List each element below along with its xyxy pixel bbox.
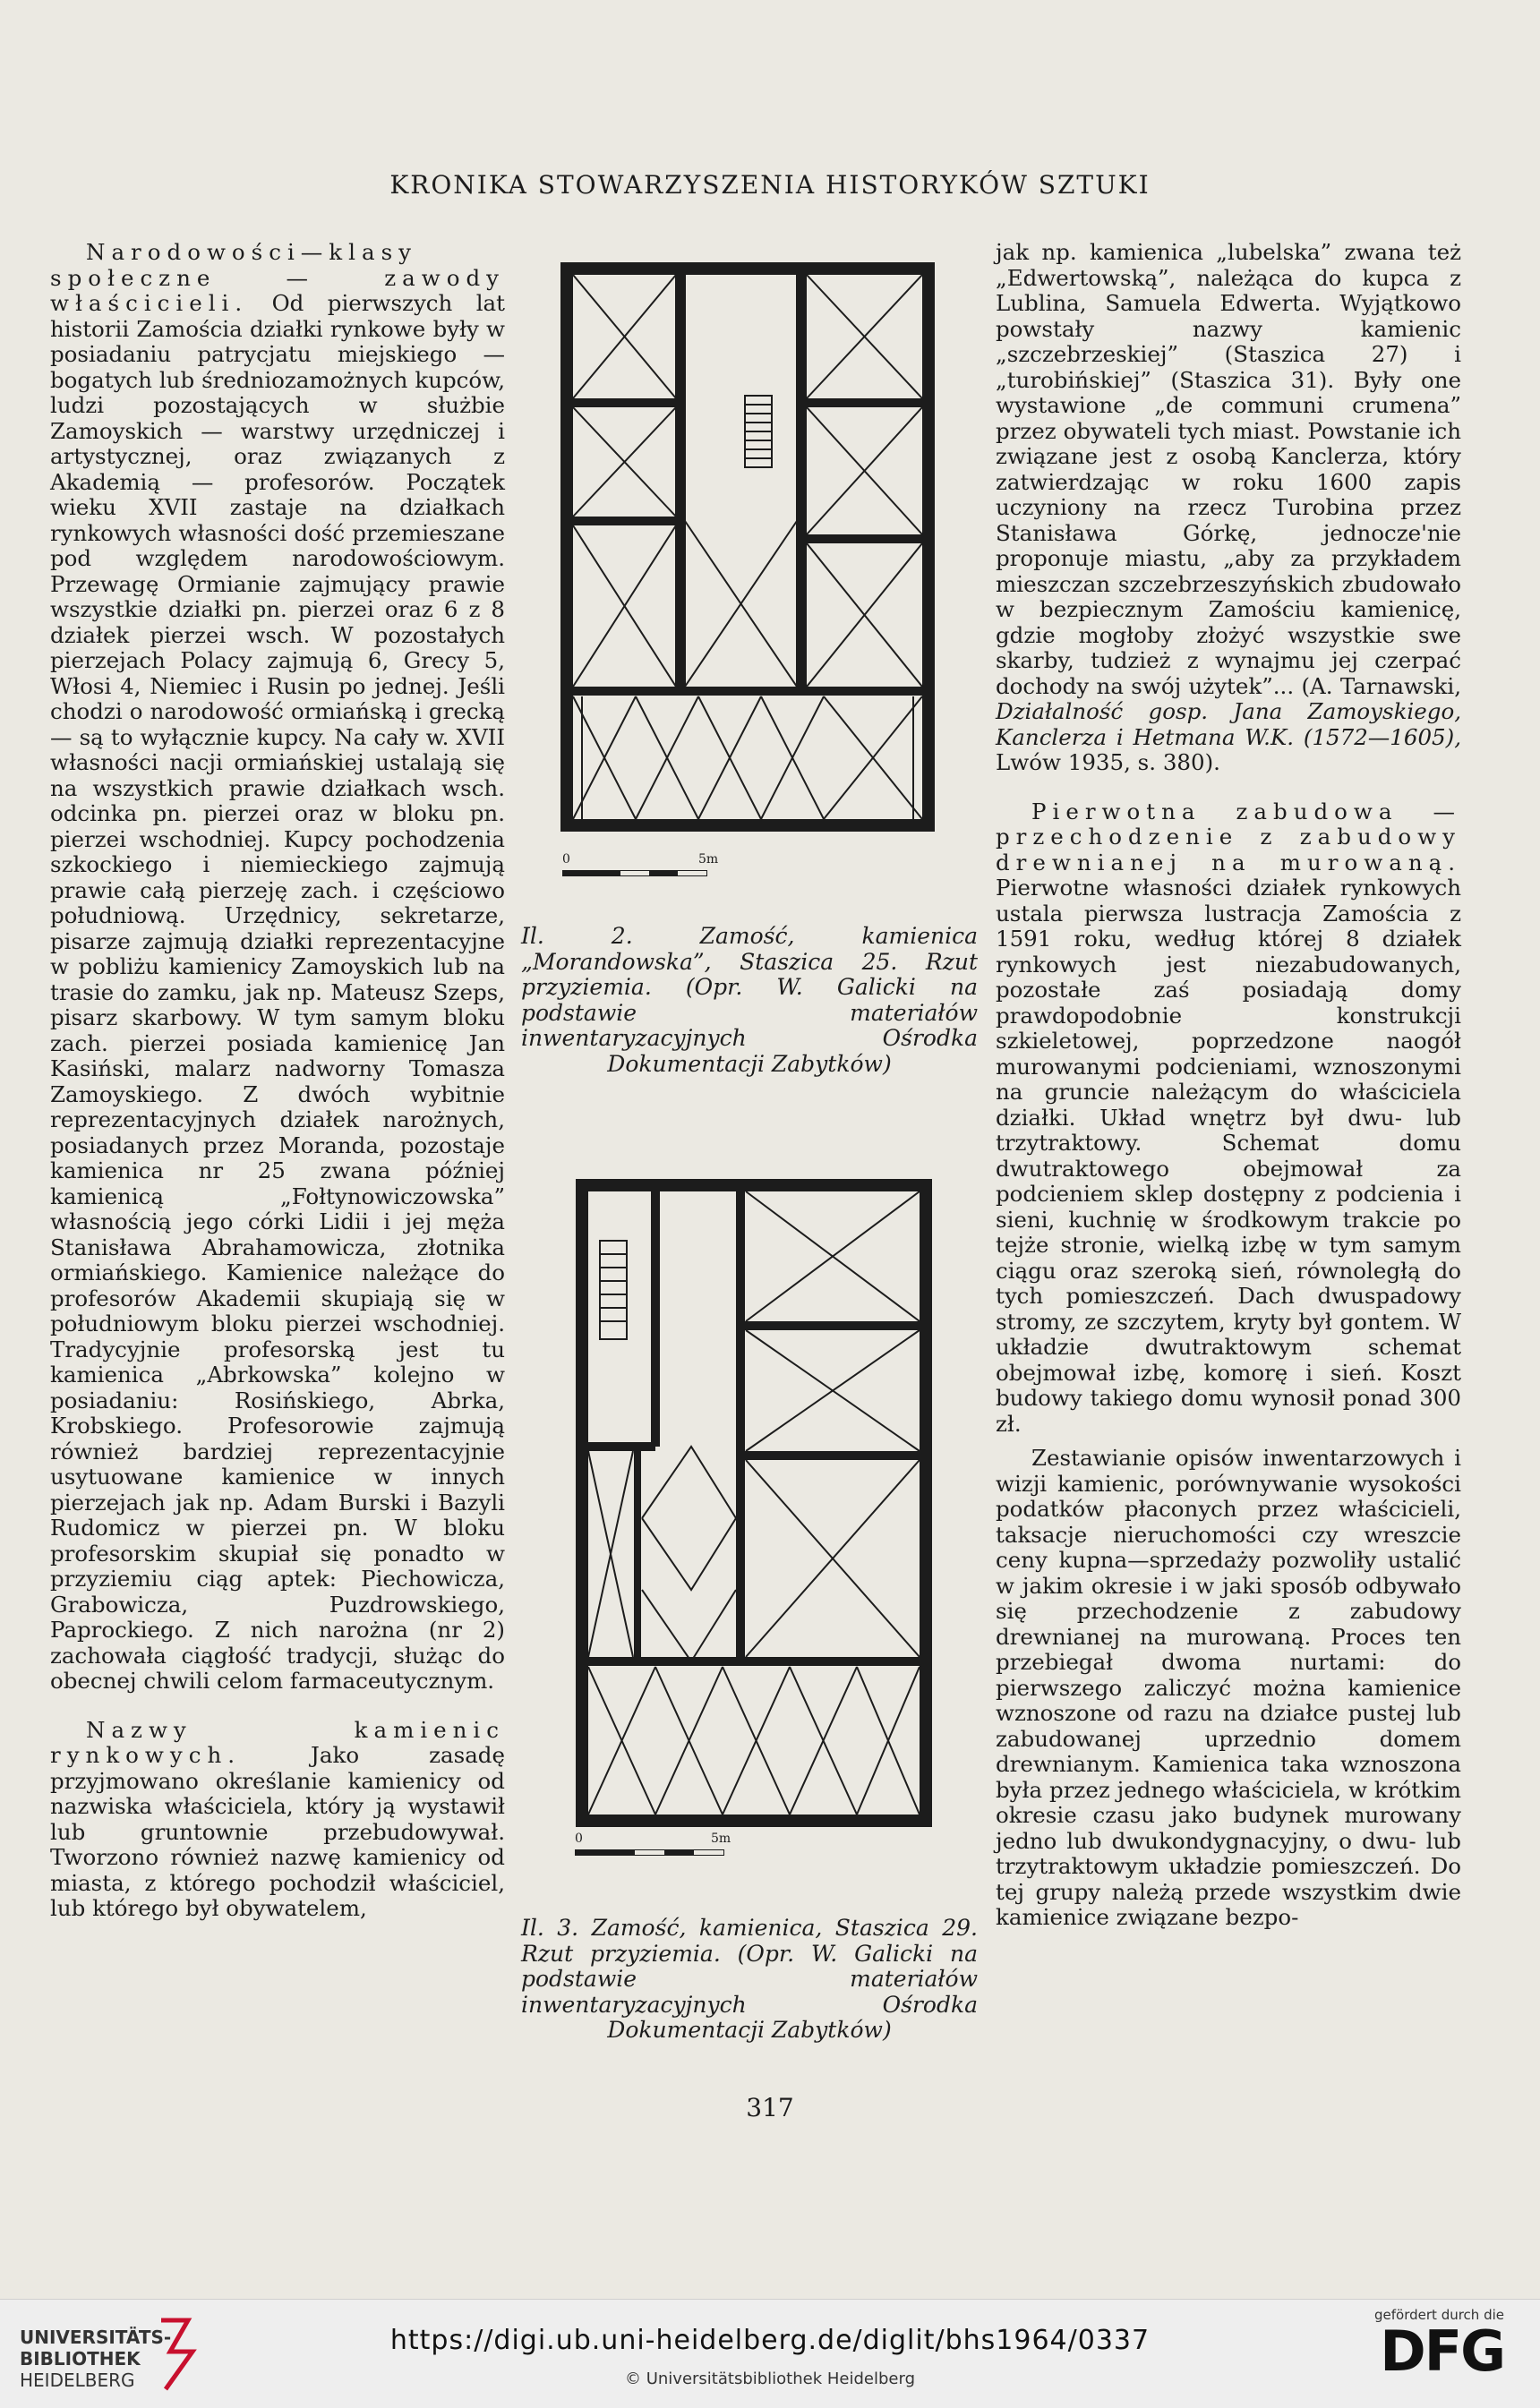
right-column — [996, 240, 1461, 1931]
section-heading: Pierwotna zabudowa — przechodzenie z zabudowy drewnianej na murowaną. — [996, 798, 1461, 875]
paragraph — [996, 799, 1461, 1438]
paragraph — [996, 240, 1461, 776]
paragraph-text: Pierwotne własności działek rynkowych ustala pierwsza lustracja Zamościa z 1591 roku, według której 8 działek rynkowych jest niezabudowanych, pozostałe zaś posiadają domy prawdopodobnie konstrukcji szkieletowej, poprzedzone naogół murowanymi podcieniami, wznoszonymi na gruncie należącym do właściciela działki. Układ wnętrz był dwu- lub trzytraktowy. Schemat domu dwutraktowego obejmował za podcieniem sklep dostępny z podcienia i sieni, kuchnię w środkowym trakcie po tejże stronie, wielką izbę w tym samym ciągu oraz szeroką sień, równoległą do tych pomieszczeń. Dach dwuspadowy stromy, ze szczytem, kryty był gontem. W układzie dwutraktowym schemat obejmował izbę, komorę i sień. Koszt budowy takiego domu wynosił ponad 300 zł. — [996, 875, 1461, 1437]
page-number: 317 — [746, 2093, 794, 2122]
paragraph-text: Zestawianie opisów inwentarzowych i wizji kamienic, porównywanie wysokości podatków płaconych przez właścicieli, taksacje nieruchomości czy wreszcie ceny kupna—sprzedaży pozwoliły ustalić w jakim okresie i w jaki sposób odbywało się przechodzenie z zabudowy drewnianej na murowaną. Proces ten przebiegał dwoma nurtami: do pierwszego zaliczyć można kamienice wznoszone od razu na działce pustej lub zabudowanej uprzednio domem drewnianym. Kamienica taka wznoszona była przez jednego właściciela, w krótkim okresie czasu jako budynek murowany jedno lub dwukondygnacyjny, o dwu- lub trzytraktowym układzie pomieszczeń. Do tej grupy należą przede wszystkim dwie kamienice związane bezpo- — [996, 1445, 1461, 1930]
floor-plan-figure-2 — [555, 261, 940, 888]
copyright-notice: © Universitätsbibliothek Heidelberg — [624, 2370, 915, 2388]
scale-bar — [575, 1849, 724, 1856]
figure-3-caption: Il. 3. Zamość, kamienica, Staszica 29. Rzut przyziemia. (Opr. W. Galicki na podstawie materiałów inwentaryzacyjnych Ośrodka Dokumentacji Zabytków) — [521, 1915, 978, 2043]
scale-label-start: 0 — [562, 852, 570, 867]
paragraph — [996, 1446, 1461, 1931]
library-name-line: BIBLIOTHEK — [20, 2348, 141, 2370]
paragraph-text: Jako zasadę przyjmowano określanie kamienicy od nazwiska właściciela, który ją wystawił lub gruntownie przebudowywał. Tworzono również nazwę kamienicy od miasta, z którego pochodził właściciel, lub którego był obywatelem, — [50, 1742, 505, 1921]
left-column — [50, 240, 505, 1922]
paragraph — [50, 1718, 505, 1922]
section-heading: Narodowości—klasy społeczne — zawody właścicieli. — [50, 239, 505, 316]
scale-label-end: 5m — [698, 852, 719, 867]
scale-bar — [562, 870, 707, 876]
scale-label-start: 0 — [575, 1832, 583, 1846]
funder-block — [1374, 2307, 1504, 2384]
dfg-logo: DFG — [1380, 2318, 1504, 2384]
footer-bar — [0, 2299, 1540, 2408]
scale-label-end: 5m — [711, 1832, 732, 1846]
funder-text: gefördert durch die — [1374, 2307, 1504, 2323]
paragraph-text: jak np. kamienica „lubelska” zwana też „Edwertowską”, należąca do kupca z Lublina, Samuela Edwerta. Wyjątkowo powstały nazwy kamienic „szczebrzeskiej” (Staszica 27) i „turobińskiej” (Staszica 31). Były one wystawione „de communi crumena” przez obywateli tych miast. Powstanie ich związane jest z osobą Kanclerza, który zatwierdzając w roku 1600 zapis uczyniony na rzecz Turobina przez Stanisława Górkę, jednocze'nie proponuje miastu, „aby za przykładem mieszczan szczebrzeszyńskich zbudowało w bezpiecznym Zamościu kamienicę, gdzie mogłoby złożyć wszystkie swe skarby, tudzież z wynajmu jej czerpać dochody na swój użytek”... (A. Tarnawski, — [996, 239, 1461, 699]
paragraph-text: Od pierwszych lat historii Zamościa działki rynkowe były w posiadaniu patrycjatu miejskiego — bogatych lub średniozamożnych kupców, ludzi pozostających w służbie Zamoyskich — warstwy urzędniczej i artystycznej, oraz związanych z Akademią — profesorów. Początek wieku XVII zastaje na działkach rynkowych własności dość przemieszane pod względem narodowościowym. Przewagę Ormianie zajmujący prawie wszystkie działki pn. pierzei oraz 6 z 8 działek pierzei wsch. W pozostałych pierzejach Polacy zajmują 6, Grecy 5, Włosi 4, Niemiec i Rusin po jednej. Jeśli chodzi o narodowość ormiańską i grecką — są to wyłącznie kupcy. Na cały w. XVII własności nacji ormiańskiej ustalają się na wszystkich prawie działkach wsch. odcinka pn. pierzei oraz w bloku pn. pierzei wschodniej. Kupcy pochodzenia szkockiego i niemieckiego zajmują prawie całą pierzeję zach. i częściowo południową. Urzędnicy, sekretarze, pisarze zajmują działki reprezentacyjne w pobliżu kamienicy Zamoyskich lub na trasie do zamku, jak np. Mateusz Szeps, pisarz skarbowy. W tym samym bloku zach. pierzei posiada kamienicę Jan Kasiński, malarz nadworny Tomasza Zamoyskiego. Z dwóch wybitnie reprezentacyjnych działek narożnych, posiadanych przez Moranda, pozostaje kamienica nr 25 zwana później kamienicą „Fołtynowiczowska” własnością jego córki Lidii i jej męża Stanisława Abrahamowicza, złotnika ormiańskiego. Kamienice należące do profesorów Akademii skupiają się w południowym bloku pierzei wschodniej. Tradycyjnie profesorską jest tu kamienica „Abrkowska” kolejno w posiadaniu: Rosińskiego, Abrka, Krobskiego. Profesorowie zajmują również bardziej reprezentacyjnie usytuowane kamienice w innych pierzejach jak np. Adam Burski i Bazyli Rudomicz w pierzei pn. W bloku profesorskim skupiał się ponadto w przyziemiu ciąg aptek: Piechowicza, Grabowicza, Puzdrowskiego, Paprockiego. Z nich narożna (nr 2) zachowała ciągłość tradycji, służąc do obecnej chwili celom farmaceutycznym. — [50, 290, 505, 1694]
paragraph-text: Lwów 1935, s. 380). — [996, 749, 1220, 775]
running-header: KRONIKA STOWARZYSZENIA HISTORYKÓW SZTUKI — [389, 170, 1151, 200]
citation-title: Działalność gosp. Jana Zamoyskiego, Kanclerza i Hetmana W.K. (1572—1605), — [996, 698, 1461, 750]
permalink-url[interactable]: https://digi.ub.uni-heidelberg.de/diglit/bhs1964/0337 — [389, 2325, 1151, 2356]
figure-2-caption: Il. 2. Zamość, kamienica „Morandowska”, Staszica 25. Rzut przyziemia. (Opr. W. Galicki na podstawie materiałów inwentaryzacyjnych Ośrodka Dokumentacji Zabytków) — [521, 923, 978, 1077]
library-name-line: HEIDELBERG — [20, 2370, 135, 2391]
section-heading: Nazwy kamienic rynkowych. — [50, 1716, 505, 1768]
floor-plan-figure-3 — [575, 1178, 933, 1867]
library-name-line: UNIVERSITÄTS- — [20, 2327, 172, 2348]
paragraph — [50, 240, 505, 1695]
